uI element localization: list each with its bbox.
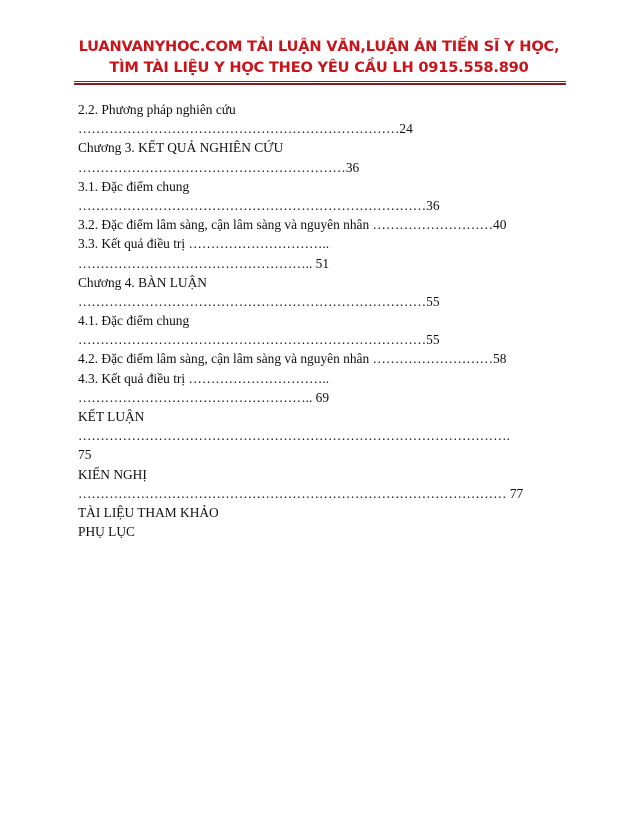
header-rule-thin: [74, 81, 566, 82]
toc-leader: ……………………………………………………………………55: [78, 293, 440, 309]
toc-line: 4.2. Đặc điểm lâm sàng, cận lâm sàng và nguyên nhân ………………………58: [78, 351, 507, 367]
toc-line: Chương 3. KẾT QUẢ NGHIÊN CỨU: [78, 140, 284, 156]
toc-line: 3.2. Đặc điểm lâm sàng, cận lâm sàng và nguyên nhân ………………………40: [78, 217, 507, 233]
toc-leader: …………………………………………….. 69: [78, 389, 330, 405]
toc-line: 3.1. Đặc điểm chung: [78, 178, 190, 194]
toc-line: PHỤ LỤC: [78, 524, 135, 540]
toc-line: 4.3. Kết quả điều trị …………………………..: [78, 370, 330, 386]
header-rule-thick: [74, 83, 566, 85]
header-line-2: TÌM TÀI LIỆU Y HỌC THEO YÊU CẦU LH 0915.558.890: [109, 59, 529, 76]
toc-leader: ………………………………………………………………24: [78, 121, 413, 137]
toc-line: KẾT LUẬN: [78, 409, 145, 424]
toc-leader: …………………………………………….. 51: [78, 255, 330, 271]
toc-leader: ……………………………………………………………………36: [78, 197, 440, 213]
toc-page-number: 75: [78, 447, 92, 463]
toc-leader: …………………………………………………………………………………….: [78, 428, 510, 444]
toc-line: 2.2. Phương pháp nghiên cứu: [78, 102, 236, 117]
toc-line: KIẾN NGHỊ: [78, 466, 147, 482]
table-of-contents: [78, 100, 570, 541]
toc-leader: ……………………………………………………………………55: [78, 332, 440, 348]
toc-leader: …………………………………………………………………………………… 77: [78, 485, 524, 501]
toc-leader: ……………………………………………………36: [78, 159, 360, 175]
header-line-1: LUANVANYHOC.COM TẢI LUẬN VĂN,LUẬN ÁN TIẾN SĨ Y HỌC,: [78, 38, 560, 55]
toc-line: TÀI LIỆU THAM KHẢO: [78, 504, 219, 520]
toc-line: Chương 4. BÀN LUẬN: [78, 274, 207, 290]
toc-line: 3.3. Kết quả điều trị …………………………..: [78, 236, 330, 252]
toc-line: 4.1. Đặc điểm chung: [78, 313, 190, 329]
page-header: [0, 36, 638, 78]
